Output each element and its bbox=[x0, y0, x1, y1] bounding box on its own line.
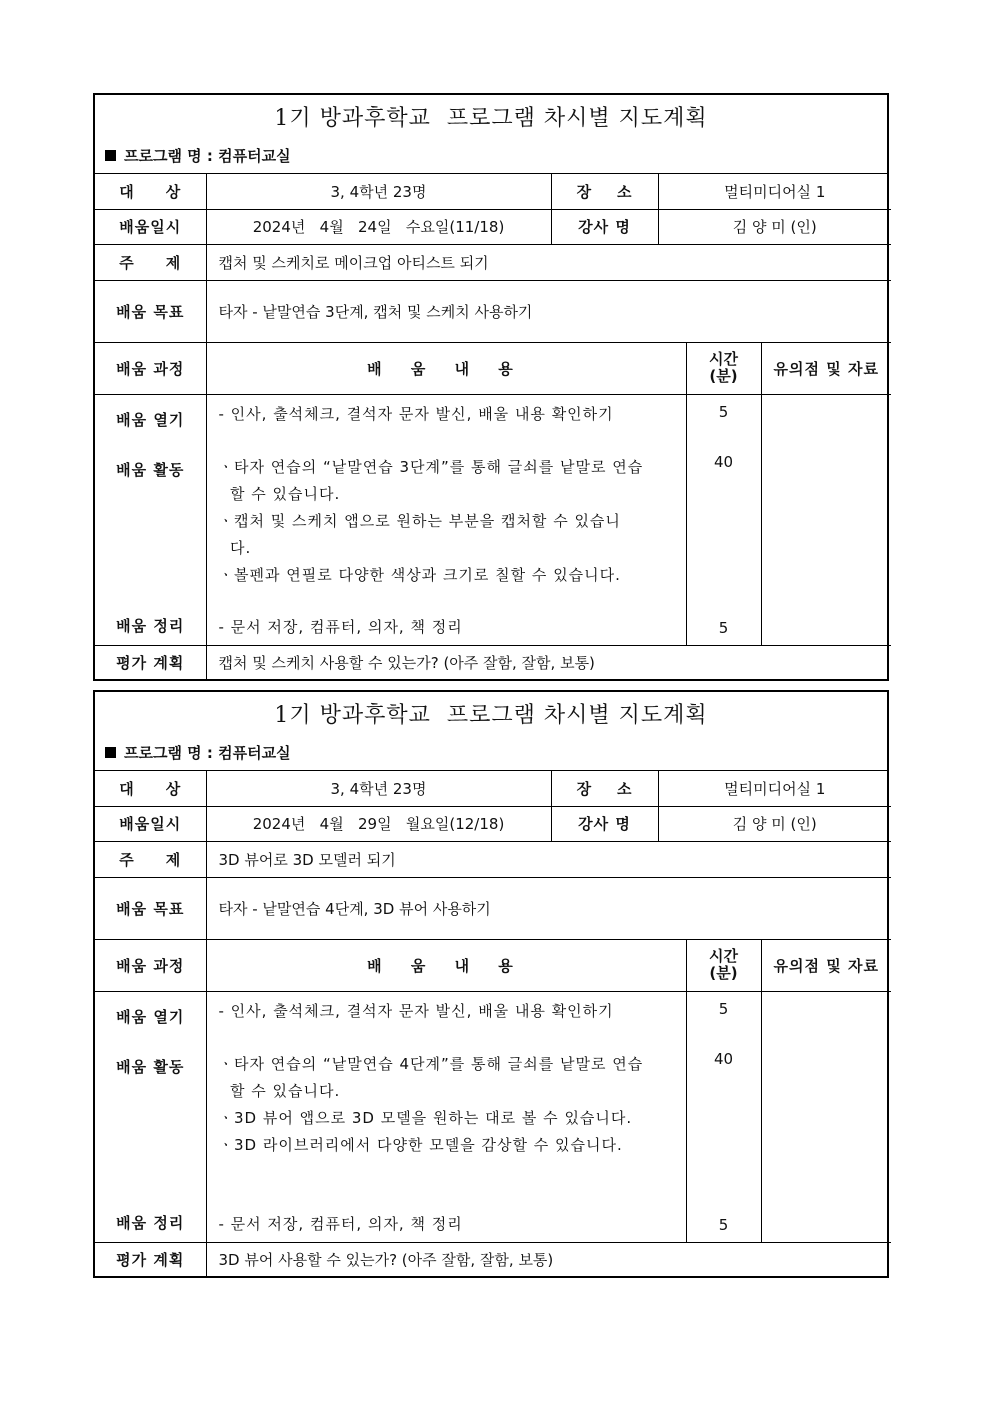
square-bullet-icon bbox=[105, 150, 116, 161]
activity-line: 할 수 있습니다. bbox=[218, 1081, 341, 1100]
time-close: 5 bbox=[718, 1215, 729, 1234]
process-header: 배움 과정 bbox=[95, 939, 206, 991]
stage-activity: 배움 활동 bbox=[116, 460, 185, 479]
activity-line: ㆍ타자 연습의 “낱말연습 3단계”를 통해 글쇠를 낱말로 연습 bbox=[218, 457, 644, 476]
target-value: 3, 4학년 23명 bbox=[206, 771, 551, 806]
activity-line: ㆍ캡처 및 스케치 앱으로 원하는 부분을 캡처할 수 있습니 bbox=[218, 511, 621, 530]
stage-close: 배움 정리 bbox=[116, 1213, 185, 1232]
plan-table bbox=[95, 174, 891, 680]
target-value: 3, 4학년 23명 bbox=[206, 174, 551, 209]
date-label: 배움일시 bbox=[95, 209, 206, 244]
content-column bbox=[206, 991, 686, 1242]
stage-column bbox=[95, 991, 206, 1242]
process-header: 배움 과정 bbox=[95, 342, 206, 394]
time-open: 5 bbox=[718, 999, 729, 1018]
teacher-label: 강사 명 bbox=[551, 806, 658, 841]
time-header: 시간 (분) bbox=[686, 342, 761, 394]
place-value: 멀티미디어실 1 bbox=[658, 174, 891, 209]
teacher-label: 강사 명 bbox=[551, 209, 658, 244]
plan-table bbox=[95, 771, 891, 1277]
stage-open: 배움 열기 bbox=[116, 410, 185, 429]
notes-header: 유의점 및 자료 bbox=[761, 939, 891, 991]
place-label: 장 소 bbox=[551, 771, 658, 806]
evaluation-value: 캡처 및 스케치 사용할 수 있는가? (아주 잘함, 잘함, 보통) bbox=[206, 645, 891, 680]
program-name: 프로그램 명 : 컴퓨터교실 bbox=[95, 735, 887, 771]
activity-line: 다. bbox=[218, 538, 252, 557]
stage-open: 배움 열기 bbox=[116, 1007, 185, 1026]
activity-line: ㆍ볼펜과 연필로 다양한 색상과 크기로 칠할 수 있습니다. bbox=[218, 565, 621, 584]
activity-line: ㆍ3D 뷰어 앱으로 3D 모델을 원하는 대로 볼 수 있습니다. bbox=[218, 1108, 633, 1127]
topic-value: 3D 뷰어로 3D 모델러 되기 bbox=[206, 841, 891, 877]
date-value: 2024년 4월 24일 수요일(11/18) bbox=[206, 209, 551, 244]
program-name: 프로그램 명 : 컴퓨터교실 bbox=[95, 138, 887, 174]
close-text: - 문서 저장, 컴퓨터, 의자, 책 정리 bbox=[218, 617, 463, 636]
teacher-value: 김 양 미 (인) bbox=[658, 209, 891, 244]
stage-close: 배움 정리 bbox=[116, 616, 185, 635]
plan-title: 1기 방과후학교 프로그램 차시별 지도계획 bbox=[274, 106, 708, 131]
evaluation-label: 평가 계획 bbox=[95, 1242, 206, 1277]
stage-column bbox=[95, 394, 206, 645]
stage-activity: 배움 활동 bbox=[116, 1057, 185, 1076]
target-label: 대 상 bbox=[95, 174, 206, 209]
lesson-plan-1 bbox=[93, 93, 889, 681]
topic-label: 주 제 bbox=[95, 841, 206, 877]
plan-title: 1기 방과후학교 프로그램 차시별 지도계획 bbox=[274, 703, 708, 728]
activity-line: ㆍ타자 연습의 “낱말연습 4단계”를 통해 글쇠를 낱말로 연습 bbox=[218, 1054, 644, 1073]
notes-column bbox=[761, 394, 891, 645]
notes-header: 유의점 및 자료 bbox=[761, 342, 891, 394]
goal-value: 타자 - 낱말연습 3단계, 캡처 및 스케치 사용하기 bbox=[206, 280, 891, 342]
date-value: 2024년 4월 29일 월요일(12/18) bbox=[206, 806, 551, 841]
place-value: 멀티미디어실 1 bbox=[658, 771, 891, 806]
date-label: 배움일시 bbox=[95, 806, 206, 841]
time-activity: 40 bbox=[713, 452, 734, 471]
activity-line: ㆍ3D 라이브러리에서 다양한 모델을 감상할 수 있습니다. bbox=[218, 1135, 623, 1154]
target-label: 대 상 bbox=[95, 771, 206, 806]
place-label: 장 소 bbox=[551, 174, 658, 209]
goal-value: 타자 - 낱말연습 4단계, 3D 뷰어 사용하기 bbox=[206, 877, 891, 939]
notes-column bbox=[761, 991, 891, 1242]
content-header: 배 움 내 용 bbox=[206, 342, 686, 394]
time-column bbox=[686, 394, 761, 645]
content-header: 배 움 내 용 bbox=[206, 939, 686, 991]
close-text: - 문서 저장, 컴퓨터, 의자, 책 정리 bbox=[218, 1214, 463, 1233]
time-header: 시간 (분) bbox=[686, 939, 761, 991]
square-bullet-icon bbox=[105, 747, 116, 758]
open-text: - 인사, 출석체크, 결석자 문자 발신, 배울 내용 확인하기 bbox=[218, 404, 614, 423]
time-activity: 40 bbox=[713, 1049, 734, 1068]
time-open: 5 bbox=[718, 402, 729, 421]
time-column bbox=[686, 991, 761, 1242]
evaluation-label: 평가 계획 bbox=[95, 645, 206, 680]
topic-value: 캡처 및 스케치로 메이크업 아티스트 되기 bbox=[206, 244, 891, 280]
activity-line: 할 수 있습니다. bbox=[218, 484, 341, 503]
lesson-plan-2 bbox=[93, 690, 889, 1278]
open-text: - 인사, 출석체크, 결석자 문자 발신, 배울 내용 확인하기 bbox=[218, 1001, 614, 1020]
goal-label: 배움 목표 bbox=[95, 280, 206, 342]
time-close: 5 bbox=[718, 618, 729, 637]
content-column bbox=[206, 394, 686, 645]
goal-label: 배움 목표 bbox=[95, 877, 206, 939]
evaluation-value: 3D 뷰어 사용할 수 있는가? (아주 잘함, 잘함, 보통) bbox=[206, 1242, 891, 1277]
teacher-value: 김 양 미 (인) bbox=[658, 806, 891, 841]
topic-label: 주 제 bbox=[95, 244, 206, 280]
